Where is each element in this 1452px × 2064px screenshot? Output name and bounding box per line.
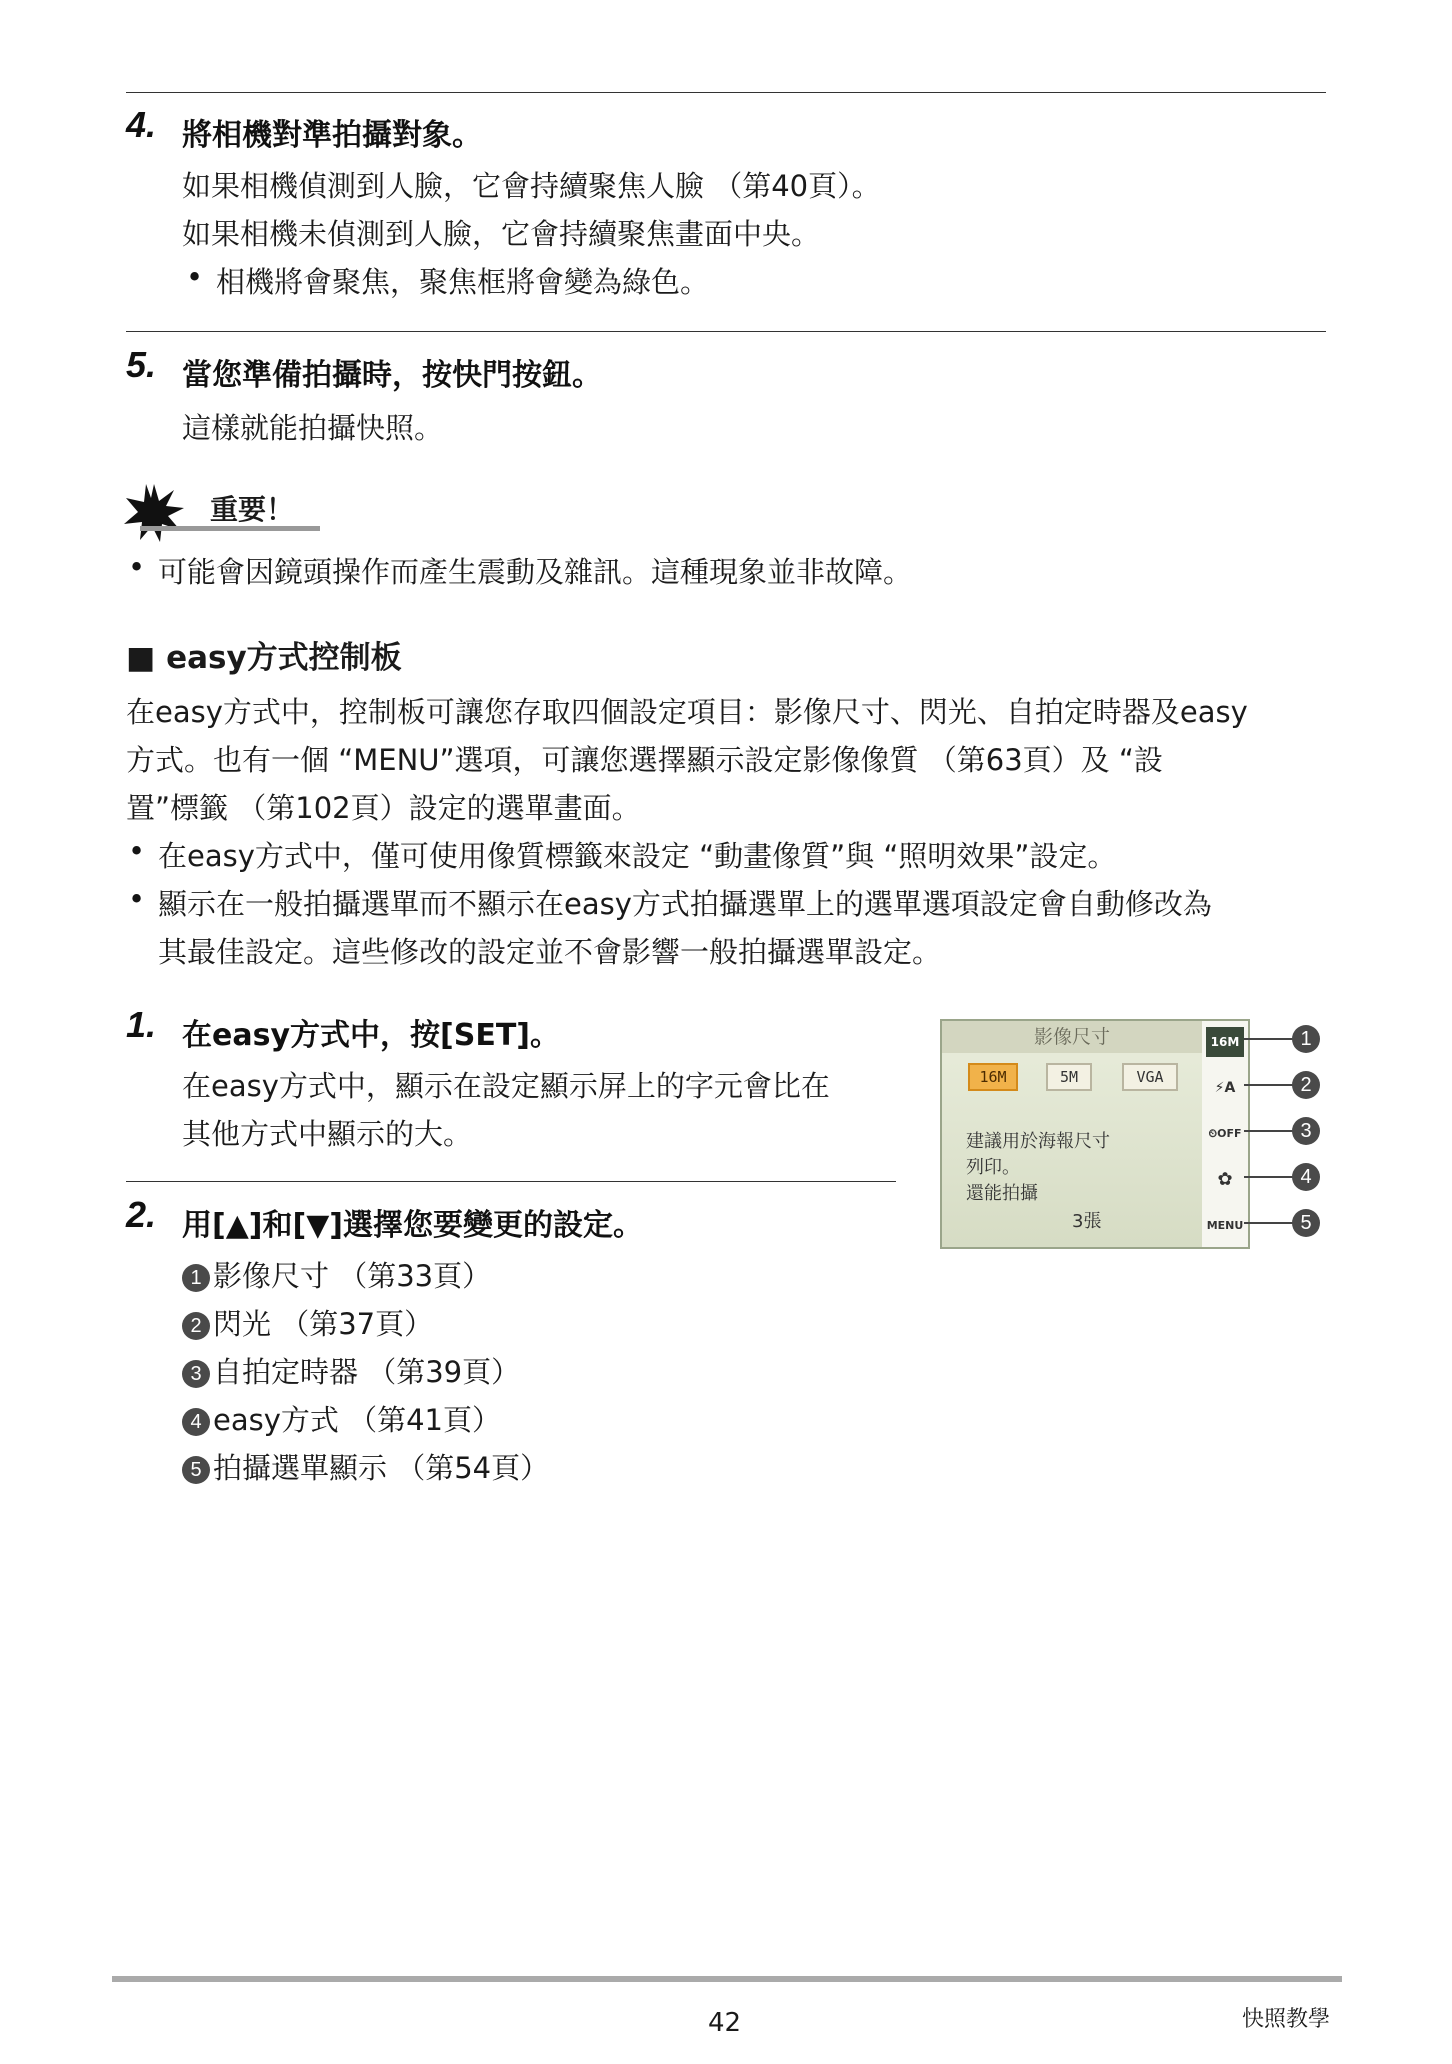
camera-desc-line-2: 列印。 <box>966 1157 1020 1178</box>
callout-line <box>1244 1130 1294 1132</box>
size-option-16m: 16M <box>968 1063 1018 1091</box>
callout-line <box>1244 1038 1294 1040</box>
bullet-dot: • <box>128 882 146 916</box>
step-4-line-2: 如果相機未偵測到人臉，它會持續聚焦畫面中央。 <box>182 217 821 251</box>
step-4-bullet: 相機將會聚焦，聚焦框將會變為綠色。 <box>216 265 710 299</box>
callout-3-icon: 3 <box>1292 1117 1320 1145</box>
callout-line <box>1244 1084 1294 1086</box>
setting-item-4 <box>182 1398 501 1439</box>
section-para-line-3: 置”標籤 （第102頁）設定的選單畫面。 <box>126 791 641 825</box>
step-2-number: 2. <box>126 1194 157 1235</box>
section-bullet-1: 在easy方式中，僅可使用像質標籤來設定 “動畫像質”與 “照明效果”設定。 <box>158 839 1117 873</box>
setting-item-2 <box>182 1302 433 1343</box>
step-5-number: 5. <box>126 344 157 385</box>
callout-5-icon: 5 <box>1292 1209 1320 1237</box>
step-5-line: 這樣就能拍攝快照。 <box>182 411 444 445</box>
number-5-icon: 5 <box>182 1456 210 1484</box>
step-1-line-2: 其他方式中顯示的大。 <box>182 1117 473 1151</box>
footer-bar <box>112 1976 1342 1982</box>
important-bullet: 可能會因鏡頭操作而產生震動及雜訊。這種現象並非故障。 <box>158 555 913 589</box>
step-1-title: 在easy方式中，按[SET]。 <box>182 1018 560 1053</box>
section-bullet-2-line-2: 其最佳設定。這些修改的設定並不會影響一般拍攝選單設定。 <box>158 935 942 969</box>
step-1-line-1: 在easy方式中，顯示在設定顯示屏上的字元會比在 <box>182 1069 830 1103</box>
bullet-dot: • <box>128 550 146 584</box>
section-para-line-2: 方式。也有一個 “MENU”選項，可讓您選擇顯示設定影像像質 （第63頁）及 “設 <box>126 743 1163 777</box>
step-2-title: 用[▲]和[▼]選擇您要變更的設定。 <box>182 1208 643 1243</box>
camera-shot-count: 3張 <box>1072 1211 1102 1232</box>
setting-item-text: easy方式 （第41頁） <box>213 1403 502 1437</box>
section-bullet-2-line-1: 顯示在一般拍攝選單而不顯示在easy方式拍攝選單上的選單選項設定會自動修改為 <box>158 887 1212 921</box>
setting-item-1 <box>182 1254 491 1295</box>
step-4-title: 將相機對準拍攝對象。 <box>182 118 482 153</box>
important-underline <box>140 526 320 531</box>
camera-screen-illustration <box>940 1019 1250 1249</box>
size-option-vga: VGA <box>1122 1063 1178 1091</box>
camera-screen-header: 影像尺寸 <box>942 1021 1202 1053</box>
divider-top <box>126 92 1326 93</box>
camera-desc-line-1: 建議用於海報尺寸 <box>966 1131 1110 1152</box>
starburst-icon <box>124 484 184 542</box>
page-number: 42 <box>708 2008 742 2038</box>
camera-desc-line-3: 還能拍攝 <box>966 1183 1038 1204</box>
step-1-number: 1. <box>126 1004 157 1045</box>
setting-item-text: 閃光 （第37頁） <box>213 1307 434 1341</box>
callout-line <box>1244 1176 1294 1178</box>
setting-item-text: 拍攝選單顯示 （第54頁） <box>213 1451 550 1485</box>
footer-section-label: 快照教學 <box>1242 2007 1331 2032</box>
callout-line <box>1244 1222 1294 1224</box>
flash-icon: ⚡A <box>1214 1080 1236 1096</box>
image-size-icon: 16M <box>1206 1027 1244 1057</box>
section-para-line-1: 在easy方式中，控制板可讓您存取四個設定項目：影像尺寸、閃光、自拍定時器及easy <box>126 695 1248 729</box>
camera-screen-sidebar <box>1202 1021 1248 1247</box>
bullet-dot: • <box>186 260 204 294</box>
step-4-number: 4. <box>126 104 157 145</box>
callout-2-icon: 2 <box>1292 1071 1320 1099</box>
setting-item-3 <box>182 1350 520 1391</box>
step-4-line-1: 如果相機偵測到人臉，它會持續聚焦人臉 （第40頁）。 <box>182 169 881 203</box>
callout-4-icon: 4 <box>1292 1163 1320 1191</box>
number-3-icon: 3 <box>182 1360 210 1388</box>
setting-item-text: 影像尺寸 （第33頁） <box>213 1259 492 1293</box>
step-5-title: 當您準備拍攝時，按快門按鈕。 <box>182 358 602 393</box>
number-2-icon: 2 <box>182 1312 210 1340</box>
bullet-dot: • <box>128 834 146 868</box>
camera-screen-main <box>942 1021 1202 1247</box>
setting-item-text: 自拍定時器 （第39頁） <box>213 1355 521 1389</box>
number-4-icon: 4 <box>182 1408 210 1436</box>
menu-icon: MENU <box>1206 1219 1244 1232</box>
self-timer-icon: ⏲OFF <box>1208 1127 1242 1140</box>
divider-step2 <box>126 1181 896 1182</box>
setting-item-5 <box>182 1446 549 1487</box>
important-label: 重要！ <box>210 493 295 526</box>
easy-mode-icon: ✿ <box>1217 1169 1233 1190</box>
number-1-icon: 1 <box>182 1264 210 1292</box>
callout-1-icon: 1 <box>1292 1025 1320 1053</box>
section-heading: ■ easy方式控制板 <box>126 640 402 676</box>
divider-step5 <box>126 331 1326 332</box>
size-option-5m: 5M <box>1046 1063 1092 1091</box>
